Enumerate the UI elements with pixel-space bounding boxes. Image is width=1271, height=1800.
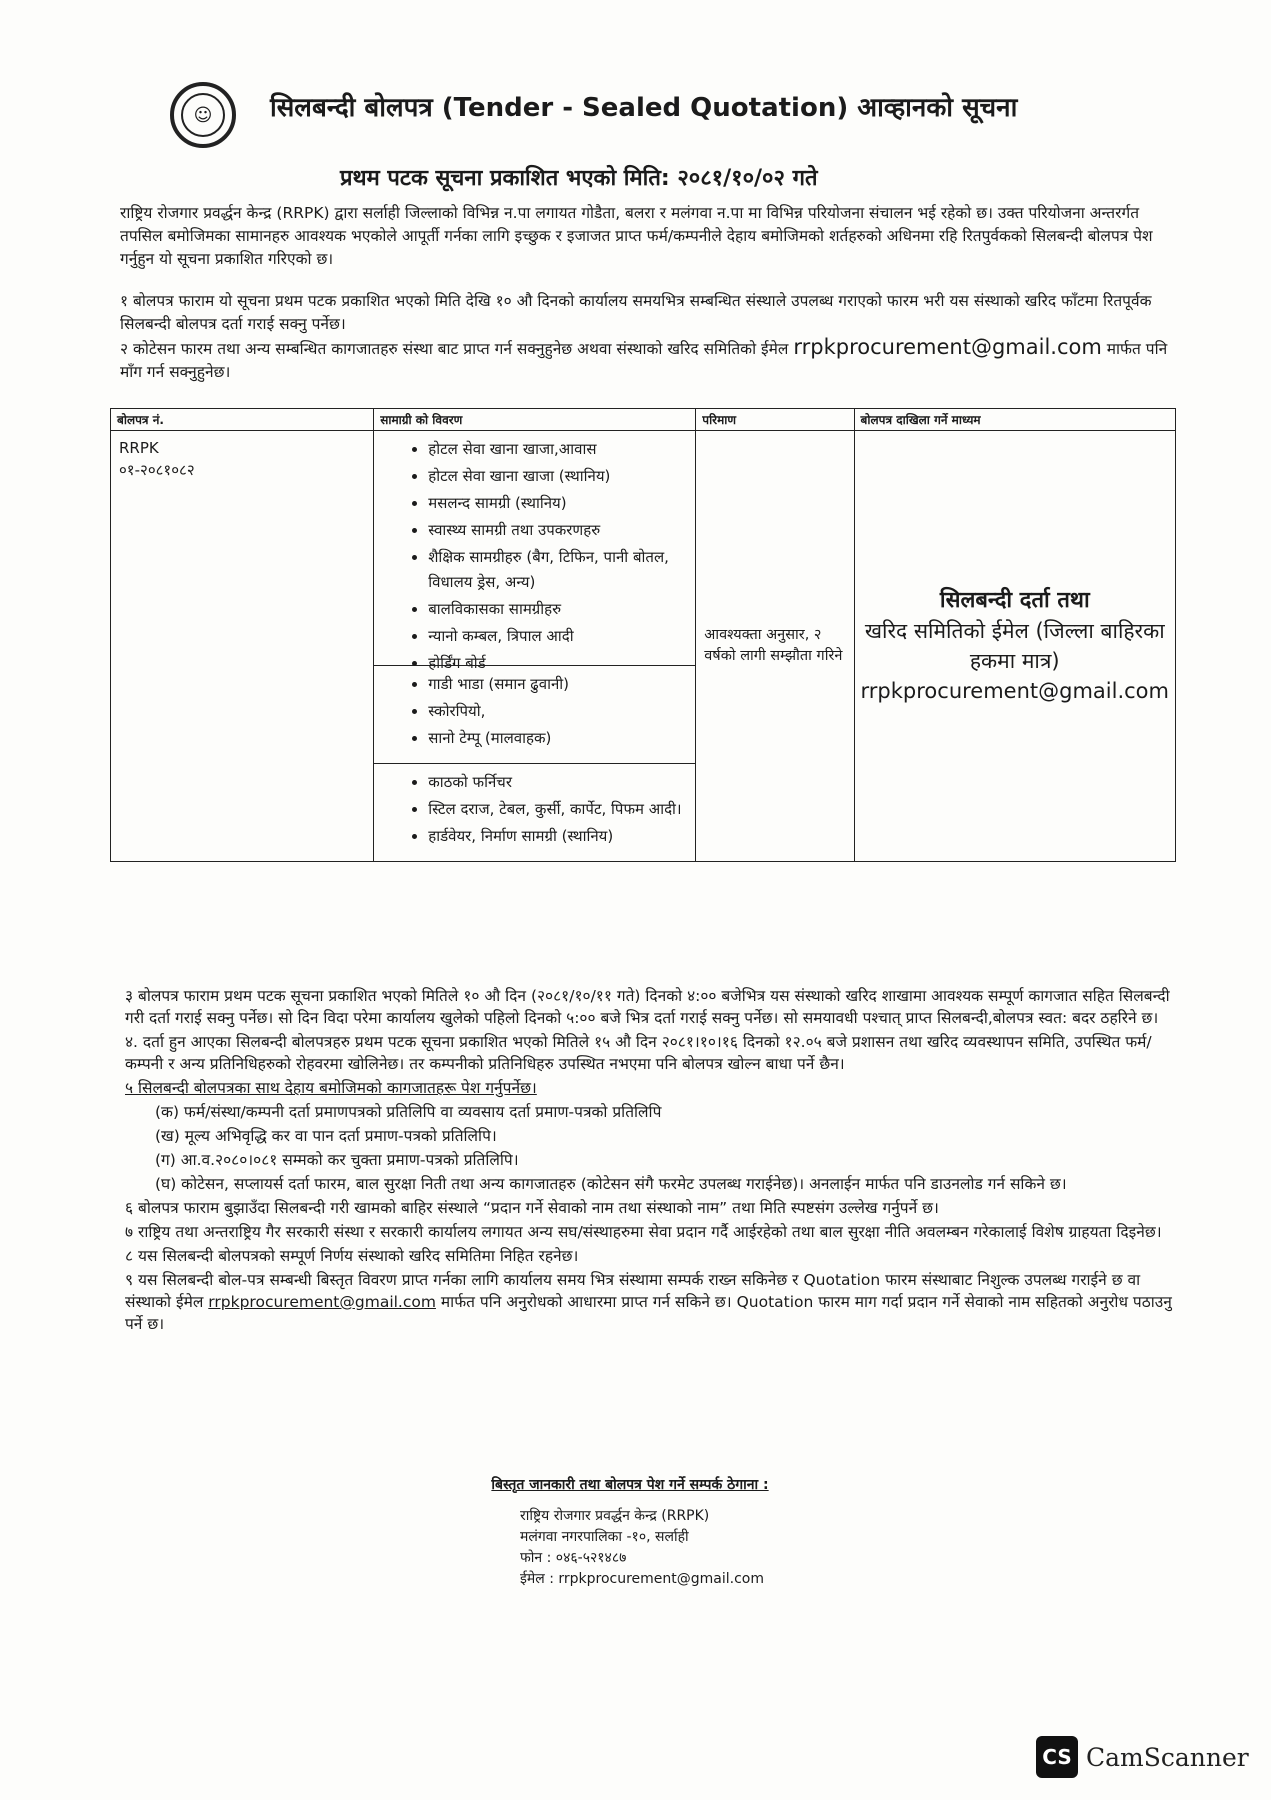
point-9 <box>125 1269 1175 1335</box>
ref-number-cell <box>111 431 374 862</box>
list-item: • बालविकासका सामग्रीहरु <box>428 597 685 622</box>
contact-org: राष्ट्रिय रोजगार प्रवर्द्धन केन्द्र (RRPK) <box>520 1508 710 1524</box>
contact-block <box>420 1475 840 1590</box>
point-9-text: ९ यस सिलबन्दी बोल-पत्र सम्बन्धी बिस्तृत विवरण प्राप्त गर्नका लागि कार्यालय समय भित्र संस्थामा सम्पर्क राख्न सकिनेछ र Quotation फारम संस्थाबाट निशुल्क उपलब्ध गराईने छ वा संस्थाको ईमेल <box>125 1271 1141 1311</box>
point-2-text: २ कोटेसन फारम तथा अन्य सम्बन्धित कागजातहरु संस्था बाट प्राप्त गर्न सक्नुहुनेछ अथवा संस्थाको खरिद समितिको ईमेल <box>120 340 789 358</box>
camscanner-label: CamScanner <box>1086 1742 1249 1772</box>
camscanner-watermark <box>1036 1736 1249 1778</box>
contact-lines <box>420 1506 840 1590</box>
point-9-email: rrpkprocurement@gmail.com <box>208 1293 436 1311</box>
points-1-2 <box>120 290 1182 384</box>
point-6: ६ बोलपत्र फाराम बुझाउँदा सिलबन्दी गरी खामको बाहिर संस्थाले “प्रदान गर्ने सेवाको नाम तथा संस्थाको नाम” तथा मिति स्पष्टसंग उल्लेख गर्नुपर्ने छ। <box>125 1199 939 1217</box>
contact-phone: फोन : ०४६-५२१४८७ <box>520 1550 627 1566</box>
point-9-tail: मार्फत पनि अनुरोधको आधारमा प्राप्त गर्न सकिने छ। Quotation फारम माग गर्दा प्रदान गर्ने सेवाको नाम सहितको अनुरोध पठाउनु पर्ने छ। <box>125 1293 1172 1333</box>
item-group-1 <box>374 431 695 672</box>
list-item: • स्टिल दराज, टेबल, कुर्सी, कार्पेट, पिफम आदी। <box>428 797 685 822</box>
mode-line-2: खरिद समितिको ईमेल (जिल्ला बाहिरका हकमा मात्र) <box>864 619 1165 673</box>
point-5-item: (क) फर्म/संस्था/कम्पनी दर्ता प्रमाणपत्रको प्रतिलिपि वा व्यवसाय दर्ता प्रमाण-पत्रको प्रतिलिपि <box>155 1103 662 1121</box>
point-3: ३ बोलपत्र फाराम प्रथम पटक सूचना प्रकाशित भएको मितिले १० औ दिन (२०८१/१०/११ गते) दिनको ४:०० बजेभित्र यस संस्थाको खरिद शाखामा आवश्यक सम्पूर्ण कागजात सहित सिलबन्दी गरी दर्ता गराई सक्नु पर्नेछ। सो दिन विदा परेमा कार्यालय खुलेको पहिलो दिनको ५:०० बजे भित्र दर्ता गराई सक्नु पर्नेछ। सो समयावधी पश्चात् प्राप्त सिलबन्दी,बोलपत्र स्वत: बदर ठहरिने छ। <box>125 987 1170 1027</box>
list-item: • स्कोरपियो, <box>428 699 685 724</box>
tender-table <box>110 408 1176 862</box>
point-2 <box>120 336 1182 384</box>
header-description: सामाग्री को विवरण <box>374 409 696 431</box>
list-item: • होटल सेवा खाना खाजा,आवास <box>428 437 685 462</box>
header-ref-no: बोलपत्र नं. <box>111 409 374 431</box>
header-submission-mode: बोलपत्र दाखिला गर्ने माध्यम <box>854 409 1175 431</box>
ref-prefix: RRPK <box>119 439 159 457</box>
logo-emblem-icon: ☺ <box>181 93 225 137</box>
contact-address: मलंगवा नगरपालिका -१०, सर्लाही <box>520 1529 689 1545</box>
list-item: • गाडी भाडा (समान ढुवानी) <box>428 672 685 697</box>
quantity-cell: आवश्यक्ता अनुसार, २ वर्षको लागी सम्झौता गरिने <box>696 431 854 862</box>
item-group-3 <box>374 763 695 861</box>
procurement-email: rrpkprocurement@gmail.com <box>793 335 1102 359</box>
point-5-item: (घ) कोटेसन, सप्लायर्स दर्ता फारम, बाल सुरक्षा निती तथा अन्य कागजातहरु (कोटेसन संगै फरमेट उपलब्ध गराईनेछ)। अनलाईन मार्फत पनि डाउनलोड गर्न सकिने छ। <box>155 1175 1067 1193</box>
item-group-2 <box>374 665 695 763</box>
list-item: • मसलन्द सामग्री (स्थानिय) <box>428 491 685 516</box>
table-row <box>111 431 1176 862</box>
submission-mode-cell <box>854 431 1175 862</box>
point-7: ७ राष्ट्रिय तथा अन्तराष्ट्रिय गैर सरकारी संस्था र सरकारी कार्यालय लगायत अन्य सघ/संस्थाहरुमा सेवा प्रदान गर्दै आईरहेको तथा बाल सुरक्षा नीति अवलम्बन गरेकालाई विशेष ग्राहयता दिइनेछ। <box>125 1223 1162 1241</box>
camscanner-icon: CS <box>1036 1736 1078 1778</box>
ref-number: ०१-२०८१०८२ <box>119 461 195 479</box>
publish-date-line: प्रथम पटक सूचना प्रकाशित भएको मिति: २०८१/१०/०२ गते <box>340 166 818 191</box>
list-item: • होर्डिंग बोर्ड <box>428 651 685 676</box>
list-item: • सानो टेम्पू (मालवाहक) <box>428 726 685 751</box>
list-item: • होटल सेवा खाना खाजा (स्थानिय) <box>428 464 685 489</box>
point-8: ८ यस सिलबन्दी बोलपत्रको सम्पूर्ण निर्णय संस्थाको खरिद समितिमा निहित रहनेछ। <box>125 1247 579 1265</box>
point-5-item: (ख) मूल्य अभिवृद्धि कर वा पान दर्ता प्रमाण-पत्रको प्रतिलिपि। <box>155 1127 497 1145</box>
point-4: ४. दर्ता हुन आएका सिलबन्दी बोलपत्रहरु प्रथम पटक सूचना प्रकाशित भएको मितिले १५ औ दिन २०८१।१०।१६ दिनको १२.०५ बजे प्रशासन तथा खरिद व्यवस्थापन समिति, उपस्थित फर्म/कम्पनी र अन्य प्रतिनिधिहरुको रोहवरमा खोलिनेछ। तर कम्पनीको प्रतिनिधिहरु उपस्थित नभएमा पनि बोलपत्र खोल्न बाधा पर्ने छैन। <box>125 1033 1152 1073</box>
description-cell <box>374 431 696 862</box>
notice-title: सिलबन्दी बोलपत्र (Tender - Sealed Quotation) आव्हानको सूचना <box>270 93 1018 123</box>
header-quantity: परिमाण <box>696 409 854 431</box>
mode-email: rrpkprocurement@gmail.com <box>860 679 1169 703</box>
point-5-heading: ५ सिलबन्दी बोलपत्रका साथ देहाय बमोजिमको कागजातहरू पेश गर्नुपर्नेछ। <box>125 1079 537 1097</box>
list-item: • काठको फर्निचर <box>428 770 685 795</box>
point-1: १ बोलपत्र फाराम यो सूचना प्रथम पटक प्रकाशित भएको मिति देखि १० औ दिनको कार्यालय समयभित्र सम्बन्धित संस्थाले उपलब्ध गराएको फारम भरी यस संस्थाको खरिद फाँटमा रितपूर्वक सिलबन्दी बोलपत्र दर्ता गराई सक्नु पर्नेछ। <box>120 292 1152 333</box>
point-2-tail: मार्फत पनि माँग गर्न सक्नुहुनेछ। <box>120 340 1168 381</box>
contact-heading: बिस्तृत जानकारी तथा बोलपत्र पेश गर्ने सम्पर्क ठेगाना : <box>491 1477 769 1493</box>
mode-line-1: सिलबन्दी दर्ता तथा <box>939 588 1090 613</box>
list-item: • हार्डवेयर, निर्माण सामग्री (स्थानिय) <box>428 824 685 849</box>
list-item: • न्यानो कम्बल, त्रिपाल आदी <box>428 624 685 649</box>
table-header-row <box>111 409 1176 431</box>
point-5-item: (ग) आ.व.२०८०।०८१ सम्मको कर चुक्ता प्रमाण-पत्रको प्रतिलिपि। <box>155 1151 519 1169</box>
notice-body <box>125 985 1175 1337</box>
intro-paragraph: राष्ट्रिय रोजगार प्रवर्द्धन केन्द्र (RRPK) द्वारा सर्लाही जिल्लाको विभिन्न न.पा लगायत गोडैता, बलरा र मलंगवा न.पा मा विभिन्न परियोजना संचालन भई रहेको छ। उक्त परियोजना अन्तरर्गत तपसिल बमोजिमका सामानहरु आवश्यक भएकोले आपूर्ती गर्नका लागि इच्छुक र इजाजत प्राप्त फर्म/कम्पनीले देहाय बमोजिमको शर्तहरुको अधिनमा रहि रितपुर्वकको सिलबन्दी बोलपत्र पेश गर्नुहुन यो सूचना प्रकाशित गरिएको छ। <box>120 204 1153 268</box>
list-item: • स्वास्थ्य सामग्री तथा उपकरणहरु <box>428 518 685 543</box>
organization-logo <box>170 82 236 148</box>
contact-email: ईमेल : rrpkprocurement@gmail.com <box>520 1571 764 1587</box>
list-item: • शैक्षिक सामग्रीहरु (बैग, टिफिन, पानी बोतल, विधालय ड्रेस, अन्य) <box>428 545 685 595</box>
